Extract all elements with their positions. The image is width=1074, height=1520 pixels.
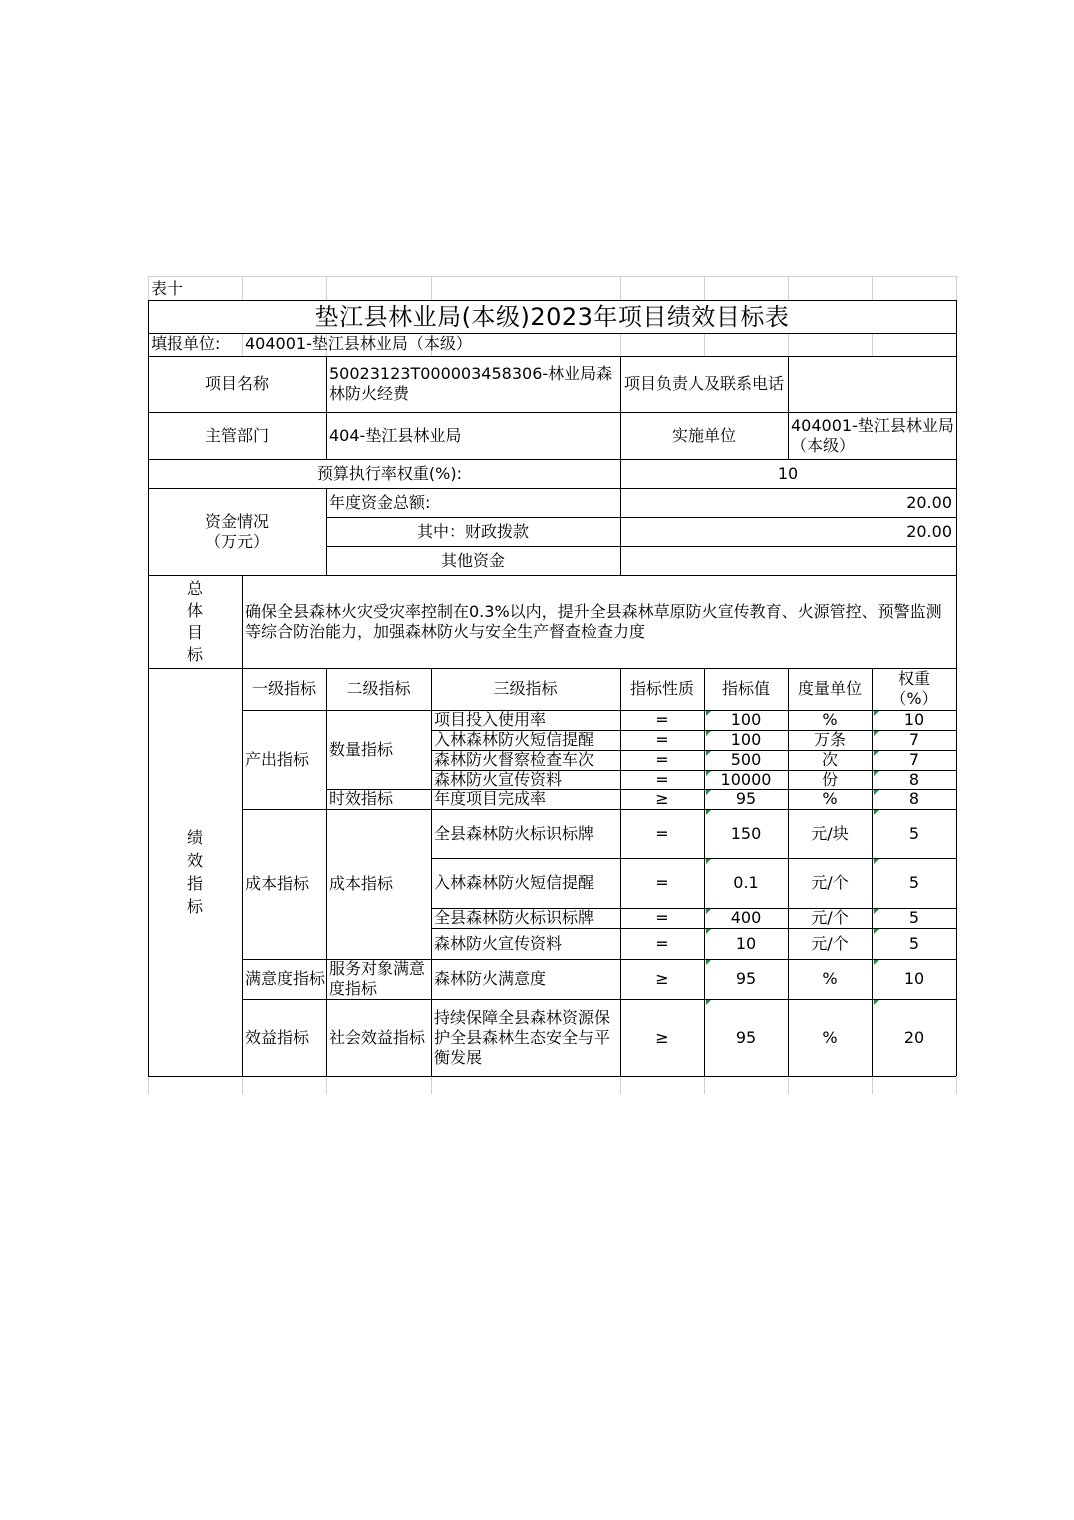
cell-marker [874,929,879,934]
header-nature: 指标性质 [629,679,694,698]
cell-marker [706,790,711,795]
row-8-weight: 5 [908,908,920,927]
impl-unit: 404001-垫江县林业局（本级） [791,415,954,455]
row-7-weight: 5 [908,873,920,892]
row-1-unit: % [822,710,838,729]
project-name-label: 项目名称 [204,374,269,393]
row-9-weight: 5 [908,933,920,953]
header-weight: 权重（%） [890,669,938,708]
cell-marker [874,731,879,736]
other [620,546,956,575]
reporting-unit: 404001-垫江县林业局（本级） [245,334,472,353]
row-3-value: 500 [730,750,762,769]
cell-marker [706,731,711,736]
row-6-name: 全县森林防火标识标牌 [434,823,595,843]
group-service: 服务对象满意度指标 [329,959,426,998]
row-11-name: 持续保障全县森林资源保护全县森林生态安全与平衡发展 [434,1007,611,1067]
dept-label: 主管部门 [204,425,269,445]
row-5-nature: ≥ [655,789,669,808]
row-7-nature: = [655,873,669,892]
cell-marker [706,859,711,864]
cell-marker [706,771,711,776]
impl-unit-label: 实施单位 [671,425,736,445]
cell-marker [874,960,879,965]
cell-marker [874,1000,879,1005]
row-8-unit: 元/个 [811,908,849,927]
cell-marker [874,810,879,815]
row-4-unit: 份 [821,770,838,789]
annual-total: 20.00 [906,492,952,512]
row-8-value: 400 [730,908,762,927]
contact-value [788,356,956,412]
row-10-weight: 10 [903,969,925,988]
row-5-weight: 8 [908,789,920,808]
row-9-nature: = [655,933,669,953]
row-10-name: 森林防火满意度 [434,969,547,988]
goal-label: 总体目标 [186,578,203,664]
fiscal-label: 其中：财政拨款 [416,521,529,541]
group-satisfaction: 满意度指标 [245,969,326,988]
cell-marker [706,960,711,965]
cell-marker [706,929,711,934]
project-name: 50023123T000003458306-林业局森林防火经费 [329,364,613,403]
sheet-label: 表十 [151,279,184,298]
dept: 404-垫江县林业局 [329,425,462,445]
row-11-value: 95 [735,1027,757,1047]
row-9-value: 10 [735,933,757,953]
cell-marker [706,909,711,914]
cell-marker [874,771,879,776]
row-1-nature: = [655,710,669,729]
row-5-name: 年度项目完成率 [434,789,547,808]
cell-marker [874,711,879,716]
perf-label: 绩效指标 [186,828,203,916]
group-cost: 成本指标 [245,874,310,893]
row-3-unit: 次 [821,750,838,769]
row-4-name: 森林防火宣传资料 [434,770,563,789]
cell-marker [874,790,879,795]
cell-marker [706,1000,711,1005]
budget-weight-label: 预算执行率权重(%): [316,463,462,483]
annual-total-label: 年度资金总额: [329,492,431,512]
row-7-value: 0.1 [733,873,759,892]
row-6-nature: = [655,823,669,843]
row-4-value: 10000 [720,770,772,789]
header-unit: 度量单位 [797,679,862,698]
row-1-value: 100 [730,710,762,729]
row-11-unit: % [822,1027,838,1047]
row-1-name: 项目投入使用率 [434,710,547,729]
cell-marker [706,810,711,815]
row-6-weight: 5 [908,823,920,843]
header-l1: 一级指标 [251,679,316,698]
budget-weight: 10 [777,463,799,483]
row-4-weight: 8 [908,770,920,789]
row-1-weight: 10 [903,710,925,729]
row-3-name: 森林防火督察检查车次 [434,750,595,769]
group-cost2: 成本指标 [329,874,394,893]
group-timeliness: 时效指标 [329,789,394,808]
row-2-unit: 万条 [813,730,846,749]
row-2-value: 100 [730,730,762,749]
header-l3: 三级指标 [493,679,558,698]
row-6-value: 150 [730,823,762,843]
row-2-weight: 7 [908,730,920,749]
row-2-nature: = [655,730,669,749]
row-11-weight: 20 [903,1027,925,1047]
row-2-name: 入林森林防火短信提醒 [434,730,595,749]
page-title: 垫江县林业局(本级)2023年项目绩效目标表 [314,302,790,331]
row-10-nature: ≥ [655,969,669,988]
fiscal: 20.00 [906,521,952,541]
cell-marker [706,711,711,716]
group-benefit: 效益指标 [245,1027,310,1047]
goal-text: 确保全县森林火灾受灾率控制在0.3%以内，提升全县森林草原防火宣传教育、火源管控、预警监测等综合防治能力，加强森林防火与安全生产督查检查力度 [245,601,942,641]
row-7-unit: 元/个 [811,873,849,892]
cell-marker [874,751,879,756]
header-l2: 二级指标 [346,679,411,698]
row-8-name: 全县森林防火标识标牌 [434,908,595,927]
group-quantity: 数量指标 [329,739,394,759]
contact-label: 项目负责人及联系电话 [623,374,784,393]
performance-table [148,276,958,1096]
row-3-nature: = [655,750,669,769]
row-10-unit: % [822,969,838,988]
row-6-unit: 元/块 [811,823,849,843]
header-value: 指标值 [721,679,770,698]
cell-marker [874,859,879,864]
other-label: 其他资金 [440,550,505,570]
row-7-name: 入林森林防火短信提醒 [434,873,595,892]
row-8-nature: = [655,908,669,927]
group-output: 产出指标 [245,749,310,769]
row-9-name: 森林防火宣传资料 [434,933,563,953]
cell-marker [874,909,879,914]
row-5-unit: % [822,789,838,808]
row-11-nature: ≥ [655,1027,669,1047]
reporting-unit-label: 填报单位: [151,334,221,353]
group-social: 社会效益指标 [329,1027,426,1047]
row-4-nature: = [655,770,669,789]
row-10-value: 95 [735,969,757,988]
funds-label: 资金情况（万元） [204,511,269,551]
row-9-unit: 元/个 [811,933,849,953]
row-3-weight: 7 [908,750,920,769]
cell-marker [706,751,711,756]
row-5-value: 95 [735,789,757,808]
